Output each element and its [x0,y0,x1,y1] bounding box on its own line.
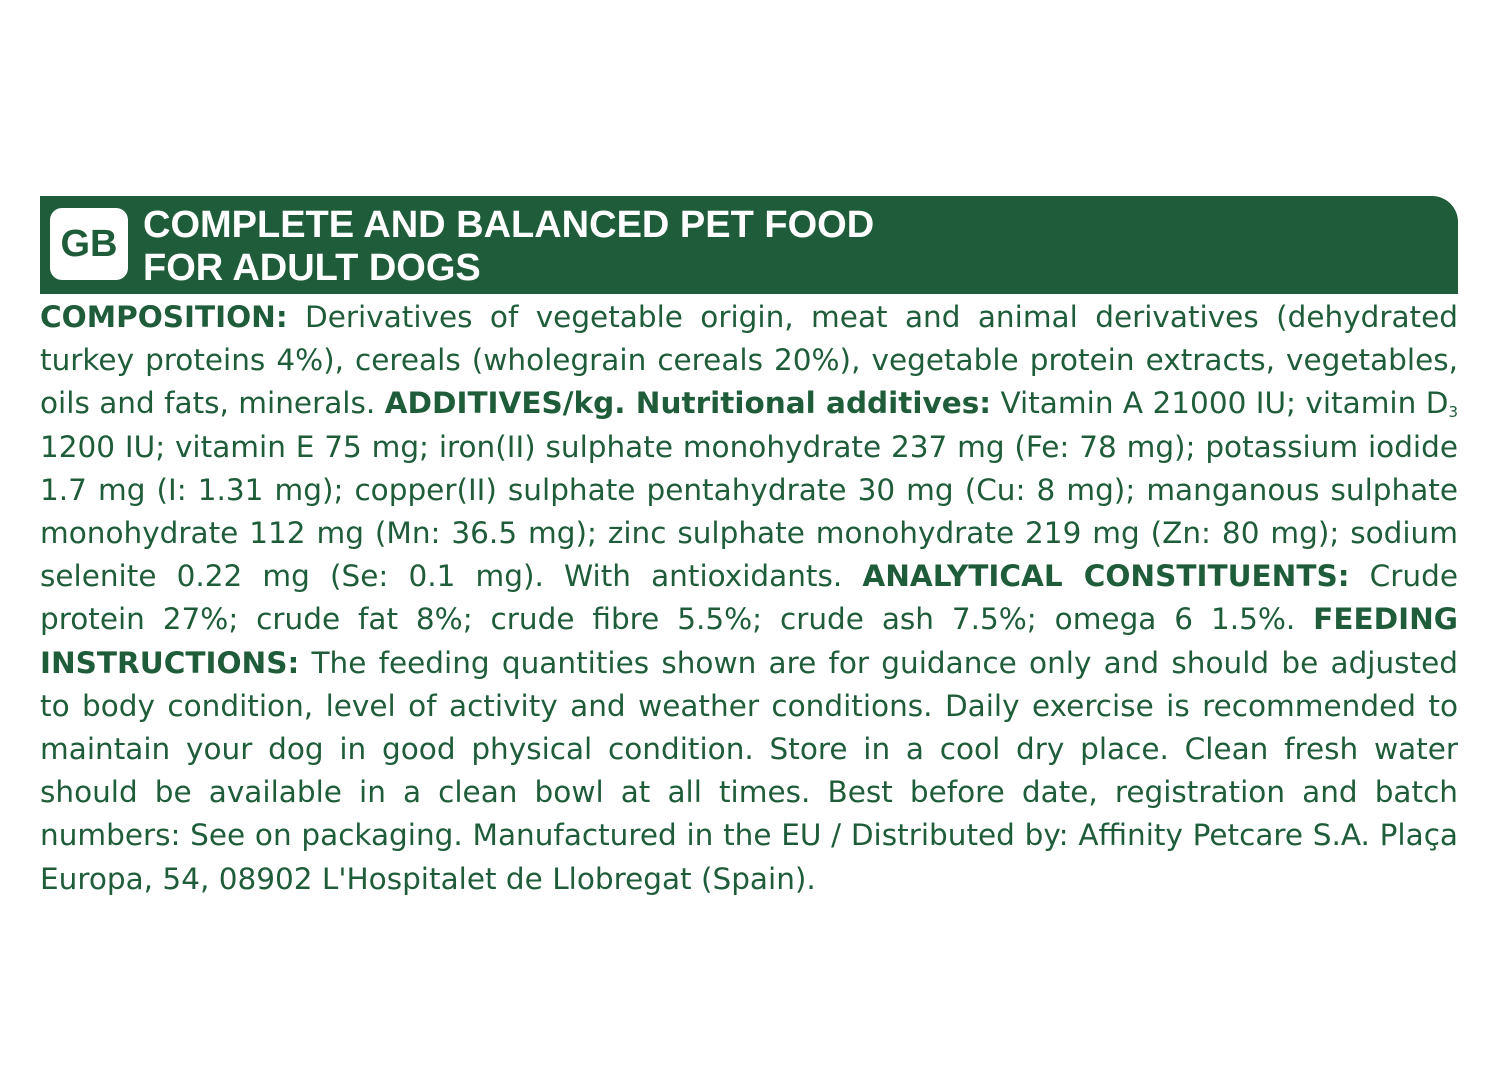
additives-heading: ADDITIVES/kg. Nutritional additives: [384,386,992,421]
analytical-heading: ANALYTICAL CONSTITUENTS: [862,559,1350,594]
composition-heading: COMPOSITION: [40,300,288,334]
feeding-heading: FEEDING INSTRUCTIONS: [40,602,1458,680]
product-title-line-2: FOR ADULT DOGS [143,247,481,289]
pet-food-label [40,196,1458,901]
composition-text: Derivatives of vegetable origin, meat and animal derivatives (dehydrated turkey proteins 4%), cereals (wholegrain cereals 20%), vegetable protein extracts, vegetables, oils and fats, minerals. [40,300,1458,421]
additives-text-part-1: Vitamin A 21000 IU; vitamin D [991,386,1449,421]
additives-text-part-2: 1200 IU; vitamin E 75 mg; iron(II) sulphate monohydrate 237 mg (Fe: 78 mg); potassium iodide 1.7 mg (I: 1.31 mg); copper(II) sulphate pentahydrate 30 mg (Cu: 8 mg); manganous sulphate monohydrate 112 mg (Mn: 36.5 mg); zinc sulphate monohydrate 219 mg (Zn: 80 mg); sodium selenite 0.22 mg (Se: 0.1 mg). With antioxidants. [40,429,1458,594]
feeding-text: The feeding quantities shown are for guidance only and should be adjusted to body condition, level of activity and weather conditions. Daily exercise is recommended to maintain your dog in good physical condition. Store in a cool dry place. Clean fresh water should be available in a clean bowl at all times. Best before date, registration and batch numbers: See on packaging. Manufactured in the EU / Distributed by: Affinity Petcare S.A. Plaça Europa, 54, 08902 L'Hospitalet de Llobregat (Spain). [40,645,1458,896]
country-badge: GB [50,208,128,280]
product-title-line-1: COMPLETE AND BALANCED PET FOOD [143,204,875,246]
analytical-text: Crude protein 27%; crude fat 8%; crude fibre 5.5%; crude ash 7.5%; omega 6 1.5%. [40,559,1458,637]
vitamin-d-subscript: 3 [1448,403,1458,422]
label-body-text [40,294,1458,901]
product-title [143,204,874,290]
header-banner [40,196,1458,294]
